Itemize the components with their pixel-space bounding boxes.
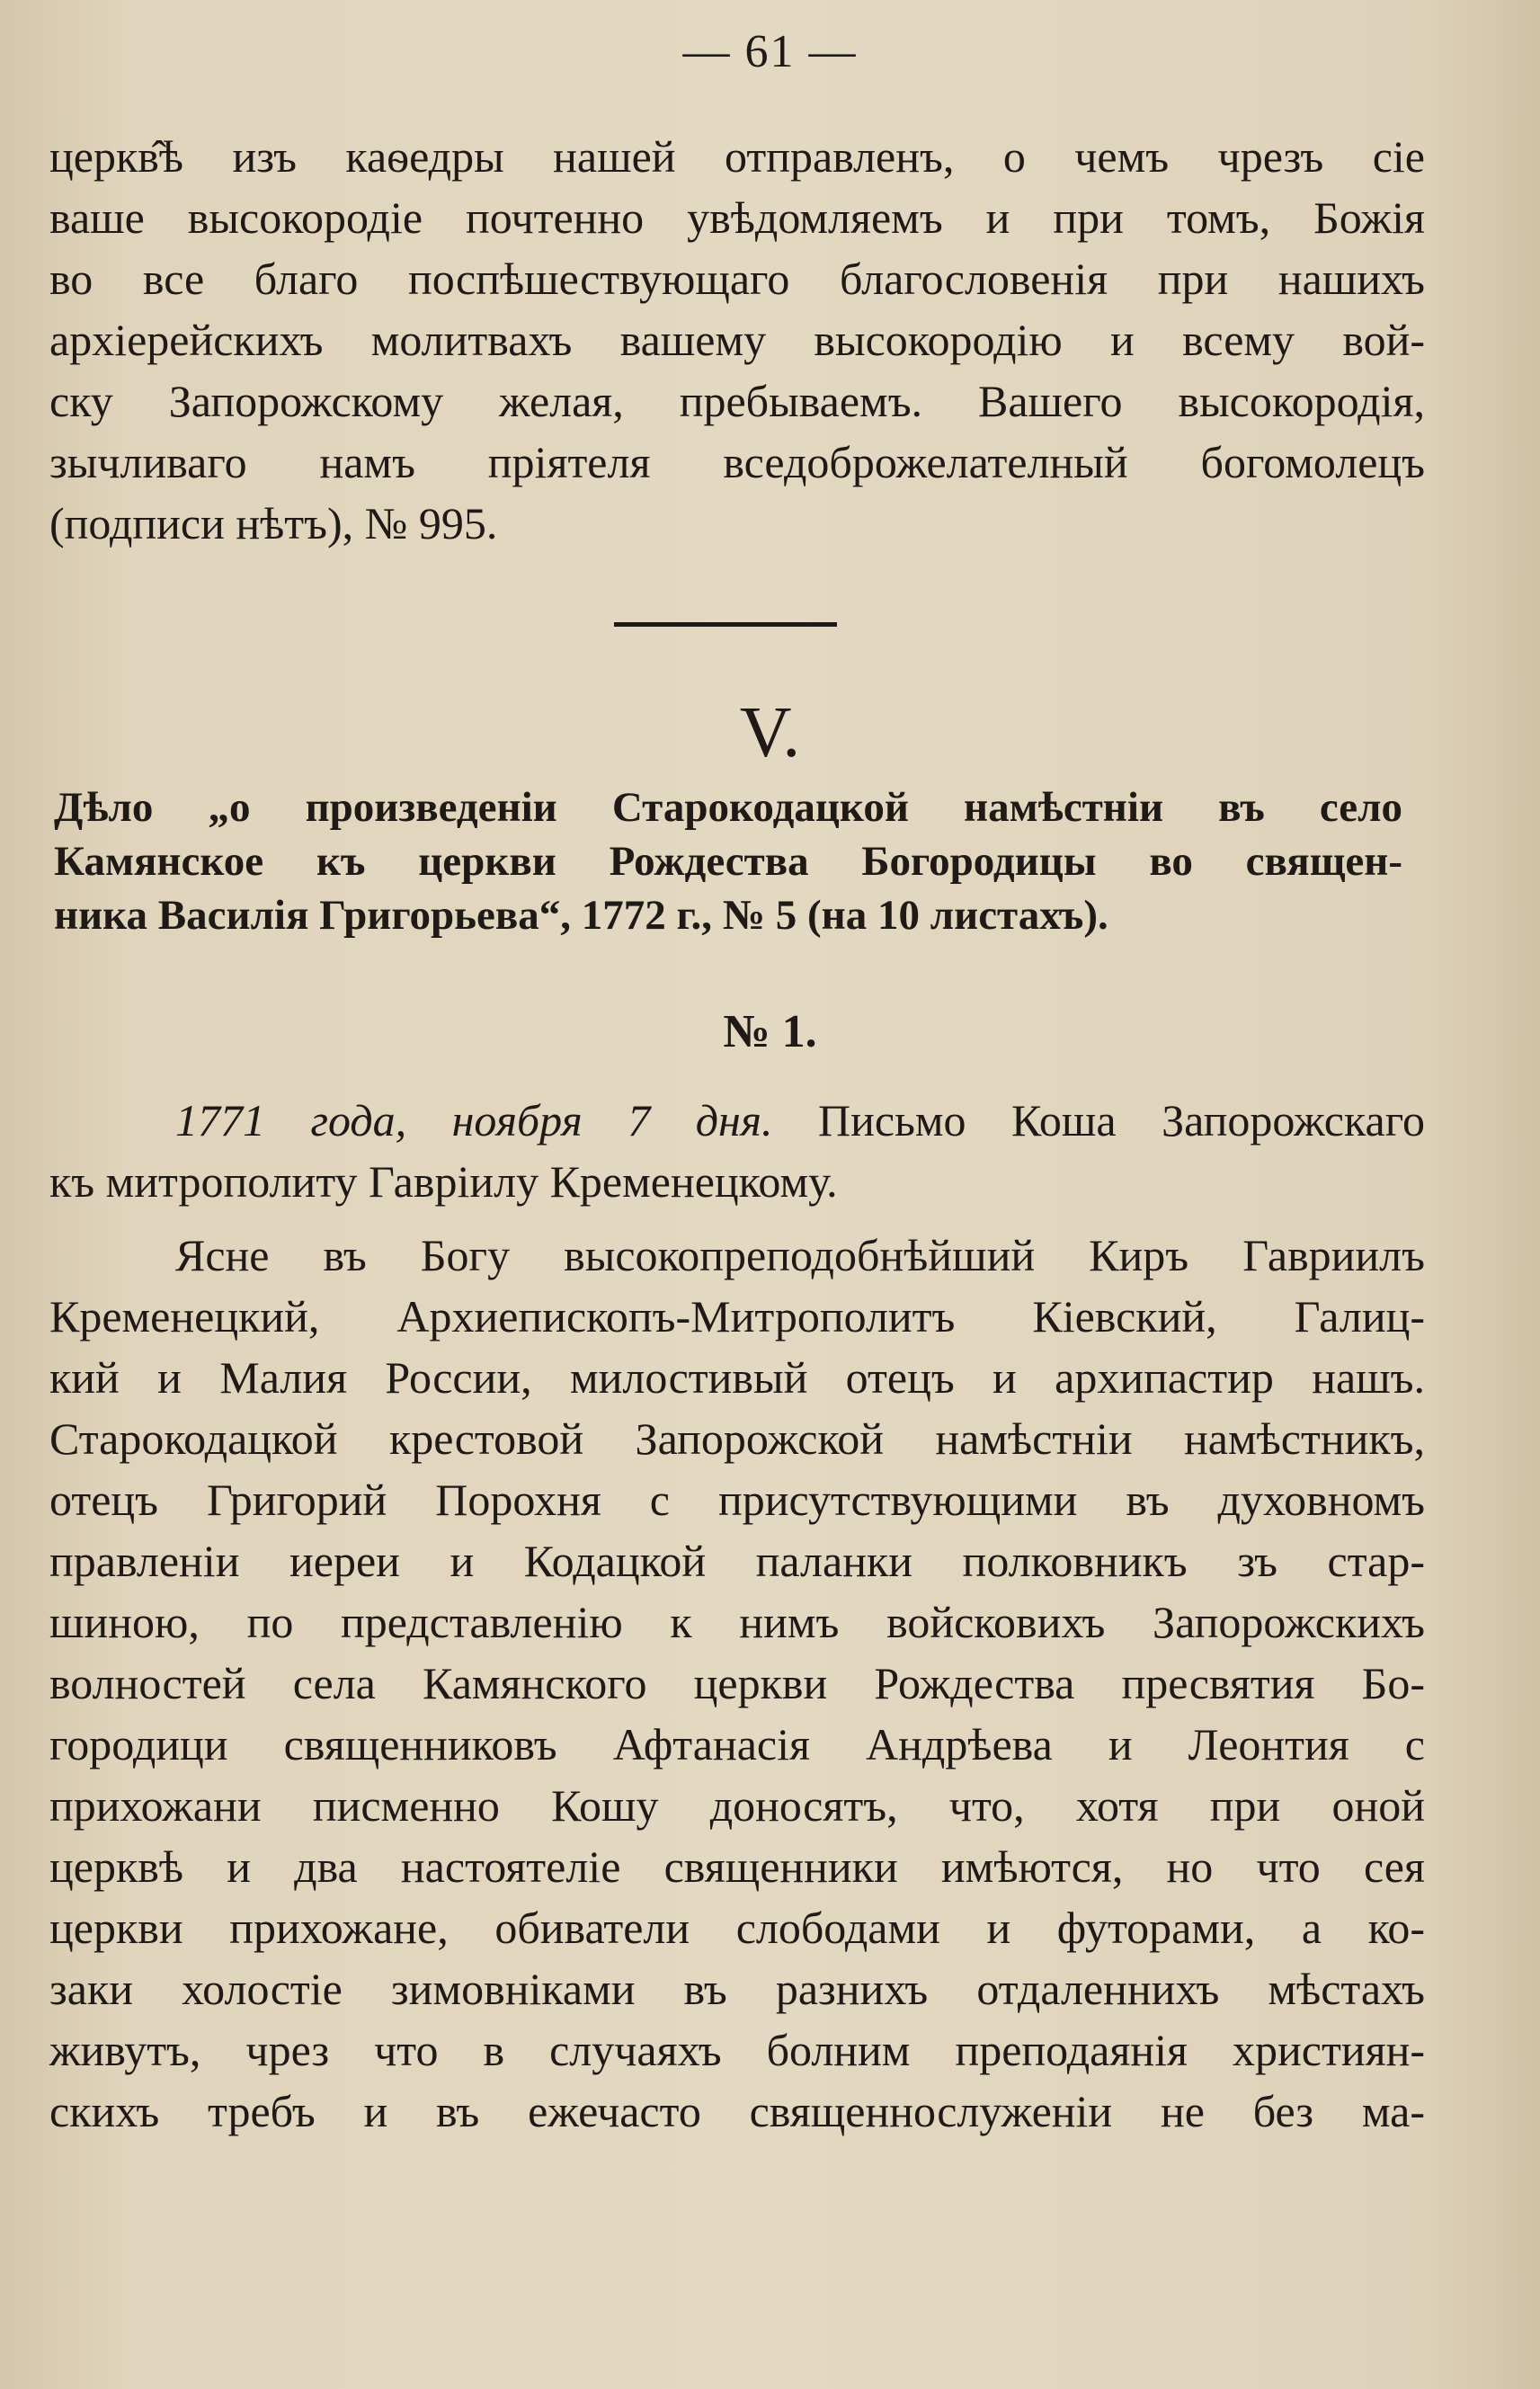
- section-title: [54, 780, 1402, 942]
- letter-body: [49, 1225, 1425, 2142]
- text-line: живутъ, чрез что в случаяхъ болним преподаянія християн-: [49, 2025, 1425, 2075]
- text-line: Ясне въ Богу высокопреподобнѣйший Киръ Гавриилъ: [175, 1230, 1425, 1280]
- text-line: кий и Малия России, милостивый отецъ и архипастир нашъ.: [49, 1352, 1425, 1403]
- section-numeral: V.: [739, 693, 801, 772]
- text-line: прихожани писменно Кошу доносятъ, что, хотя при оной: [49, 1780, 1425, 1831]
- text-line: скихъ требъ и въ ежечасто священнослуженіи не без ма-: [49, 2086, 1425, 2136]
- text-line: церкви прихожане, обиватели слободами и футорами, а ко-: [49, 1903, 1425, 1953]
- text-line: ску Запорожскому желая, пребываемъ. Вашего высокородія,: [49, 376, 1425, 426]
- heading-line: [49, 1090, 1425, 1151]
- text-line: Старокодацкой крестовой Запорожской намѣстніи намѣстникъ,: [49, 1413, 1425, 1464]
- title-line: ника Василія Григорьева“, 1772 г., № 5 (на 10 листахъ).: [54, 892, 1108, 939]
- text-line: зычливаго намъ пріятеля вседоброжелателный богомолецъ: [49, 437, 1425, 487]
- text-line: шиною, по представленію к нимъ войсковихъ Запорожскихъ: [49, 1597, 1425, 1647]
- text-line: правленіи иереи и Кодацкой паланки полковникъ зъ стар-: [49, 1536, 1425, 1586]
- heading-line: къ митрополиту Гавріилу Кременецкому.: [49, 1156, 838, 1207]
- text-line: городици священниковъ Афтанасія Андрѣева и Леонтия с: [49, 1719, 1425, 1769]
- title-line: Дѣло „о произведеніи Старокодацкой намѣстніи въ село: [54, 784, 1402, 831]
- text-line: церквѣ и два настоятеліе священники имѣются, но что сея: [49, 1841, 1425, 1892]
- continuation-paragraph: [49, 126, 1425, 554]
- text-line: отецъ Григорий Порохня с присутствующими въ духовномъ: [49, 1475, 1425, 1525]
- text-line: ваше высокородіе почтенно увѣдомляемъ и при томъ, Божія: [49, 192, 1425, 243]
- text-line: во все благо поспѣшествующаго благословенія при нашихъ: [49, 254, 1425, 304]
- letter-date: 1771 года, ноября 7 дня.: [175, 1095, 773, 1145]
- letter-heading: [49, 1090, 1425, 1212]
- letter-description: Письмо Коша Запорожскаго: [818, 1095, 1425, 1145]
- text-line: церкв̂ѣ изъ каѳедры нашей отправленъ, о чемъ чрезъ сіе: [49, 131, 1425, 182]
- title-line: Камянское къ церкви Рождества Богородицы во священ-: [54, 838, 1402, 885]
- document-number: № 1.: [723, 1006, 817, 1057]
- text-line: Кременецкий, Архиепископъ-Митрополитъ Кіевский, Галиц-: [49, 1291, 1425, 1342]
- text-line: архіерейскихъ молитвахъ вашему высокородію и всему вой-: [49, 315, 1425, 365]
- page-number: — 61 —: [682, 26, 858, 77]
- text-line: заки холостіе зимовніками въ разнихъ отдаленнихъ мѣстахъ: [49, 1964, 1425, 2014]
- text-line: волностей села Камянского церкви Рождества пресвятия Бо-: [49, 1658, 1425, 1708]
- section-divider: [614, 622, 837, 627]
- text-line: (подписи нѣтъ), № 995.: [49, 498, 498, 548]
